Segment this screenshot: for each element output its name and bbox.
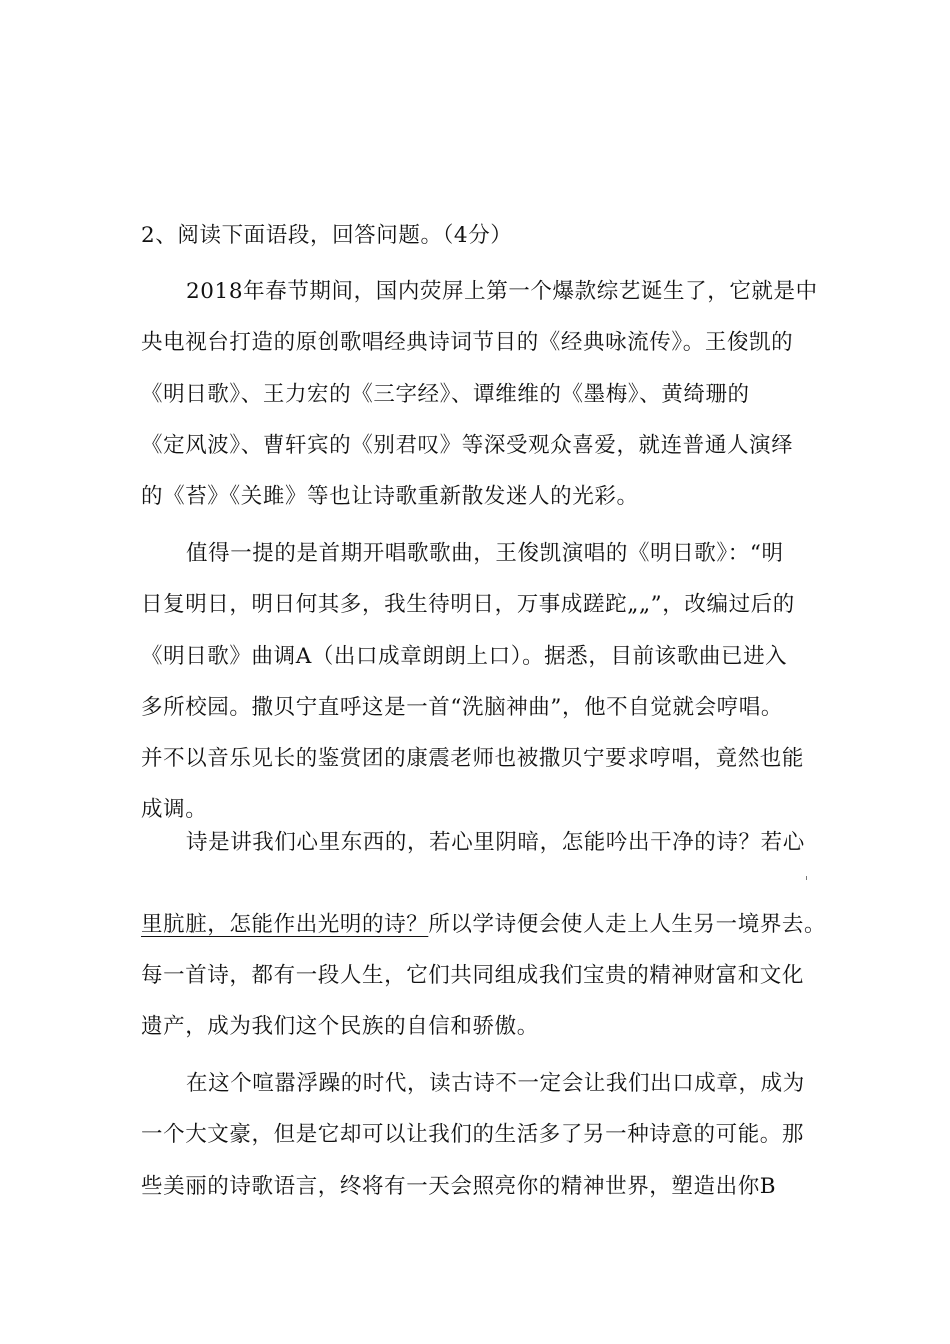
question-header: 2、阅读下面语段，回答问题。（4分） [141,223,513,248]
p1-line-4: 《定风波》、曹轩宾的《别君叹》等深受观众喜爱，就连普通人演绎 [141,433,794,458]
p3-line-3: 每一首诗，都有一段人生，它们共同组成我们宝贵的精神财富和文化 [141,963,805,988]
p2-line-2: 日复明日，明日何其多，我生待明日，万事成蹉跎„„”，改编过后的 [141,592,795,617]
p2-line-1: 值得一提的是首期开唱歌歌曲，王俊凯演唱的《明日歌》：“明 [186,541,784,566]
p3-line-4: 遗产，成为我们这个民族的自信和骄傲。 [141,1014,539,1039]
p1-line-5: 的《苔》《关雎》等也让诗歌重新散发迷人的光彩。 [141,484,639,509]
p4-line-3: 些美丽的诗歌语言，终将有一天会照亮你的精神世界，塑造出你B [141,1174,777,1199]
underlined-sentence: 里肮脏，怎能作出光明的诗？ [141,912,429,937]
p4-line-1: 在这个喧嚣浮躁的时代，读古诗不一定会让我们出口成章，成为 [186,1071,805,1096]
p1-line-1: 2018年春节期间，国内荧屏上第一个爆款综艺诞生了，它就是中 [186,279,818,304]
p3-line-2-rest: 所以学诗便会使人走上人生另一境界去。 [428,912,827,937]
p3-line-2 [141,908,841,942]
stray-mark [806,876,807,880]
p2-line-6: 成调。 [141,797,208,822]
p1-line-2: 央电视台打造的原创歌唱经典诗词节目的《经典咏流传》。王俊凯的 [141,330,794,355]
p4-line-2: 一个大文豪，但是它却可以让我们的生活多了另一种诗意的可能。那 [141,1122,805,1147]
p2-line-5: 并不以音乐见长的鉴赏团的康震老师也被撒贝宁要求哼唱，竟然也能 [141,746,805,771]
p2-line-3: 《明日歌》曲调A（出口成章朗朗上口）。据悉，目前该歌曲已进入 [141,644,788,669]
p2-line-4: 多所校园。撒贝宁直呼这是一首“洗脑神曲”，他不自觉就会哼唱。 [141,695,783,720]
p1-line-3: 《明日歌》、王力宏的《三字经》、谭维维的《墨梅》、黄绮珊的 [141,382,750,407]
p3-line-1: 诗是讲我们心里东西的，若心里阴暗，怎能吟出干净的诗？若心 [186,830,805,855]
